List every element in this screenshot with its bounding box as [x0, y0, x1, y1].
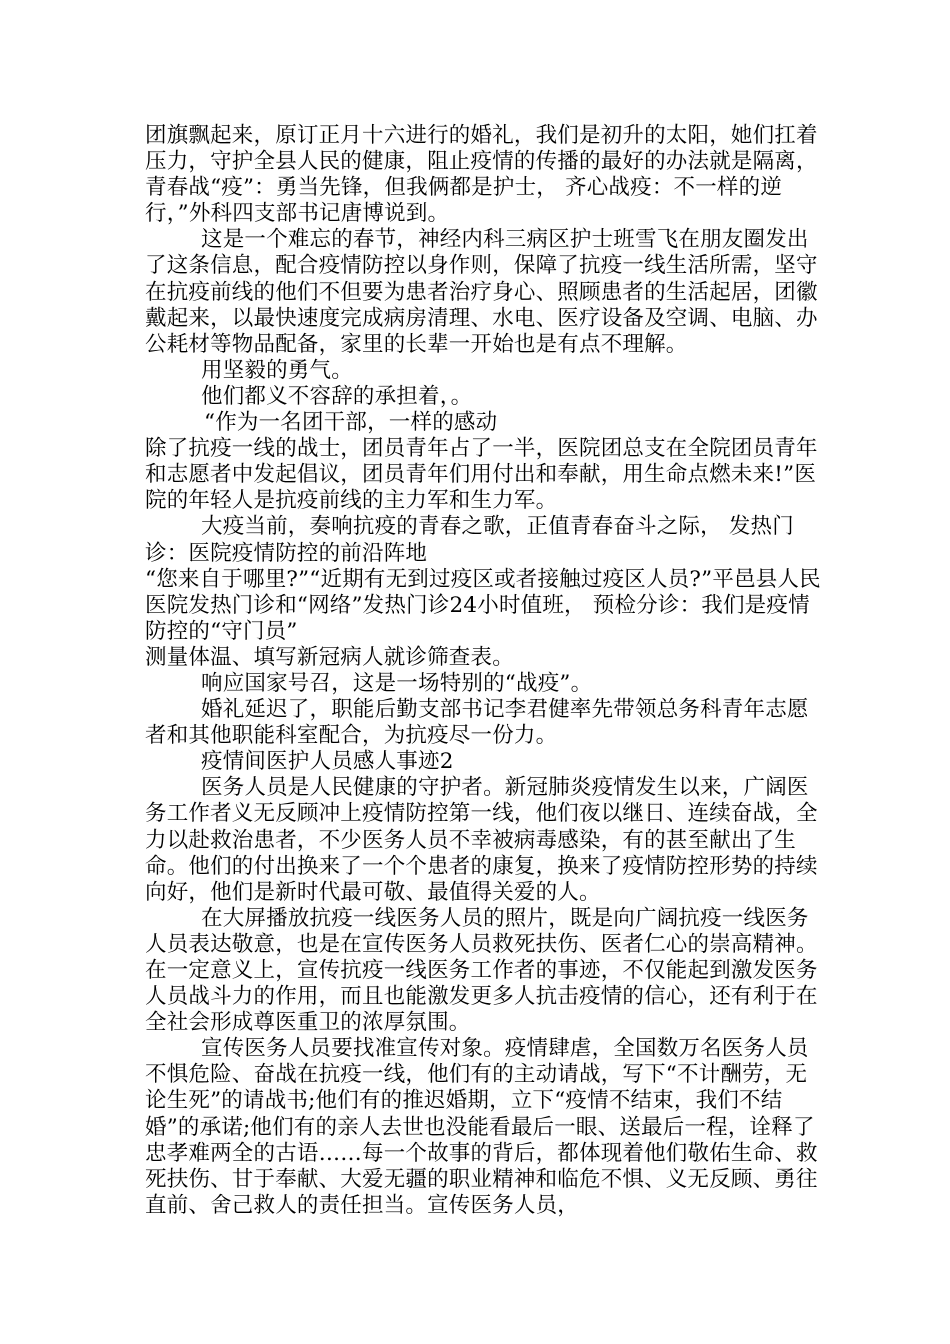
paragraph-14: 在大屏播放抗疫一线医务人员的照片，既是向广阔抗疫一线医务人员表达敬意，也是在宣传医务人员救死扶伤、医者仁心的崇高精神。在一定意义上，宣传抗疫一线医务工作者的事迹，不仅能起到激发医务人员战斗力的作用，而且也能激发更多人抗击疫情的信心，还有利于在全社会形成尊医重卫的浓厚氛围。	[145, 905, 818, 1036]
paragraph-7: 除了抗疫一线的战士，团员青年占了一半，医院团总支在全院团员青年和志愿者中发起倡议，团员青年们用付出和奉献，用生命点燃未来!”医院的年轻人是抗疫前线的主力军和生力军。	[145, 436, 818, 514]
paragraph-13: 医务人员是人民健康的守护者。新冠肺炎疫情发生以来，广阔医务工作者义无反顾冲上疫情防控第一线，他们夜以继日、连续奋战，全力以赴救治患者，不少医务人员不幸被病毒感染，有的甚至献出了生命。他们的付出换来了一个个患者的康复，换来了疫情防控形势的持续向好，他们是新时代最可敬、最值得关爱的人。	[145, 775, 818, 905]
paragraph-10: 测量体温、填写新冠病人就诊筛查表。	[145, 644, 514, 670]
paragraph-3: 这是一个难忘的春节，神经内科三病区护士班雪飞在朋友圈发出了这条信息，配合疫情防控以身作则，保障了抗疫一线生活所需，坚守在抗疫前线的他们不但要为患者治疗身心、照顾患者的生活起居，团徽戴起来，以最快速度完成病房清理、水电、医疗设备及空调、电脑、办公耗材等物品配备，家里的长辈一开始也是有点不理解。	[145, 227, 818, 357]
paragraph-2: 青春战“疫”：勇当先锋，但我俩都是护士， 齐心战疫：不一样的逆行，”外科四支部书记唐博说到。	[145, 175, 783, 227]
paragraph-4: 用坚毅的勇气。	[201, 357, 353, 383]
paragraph-15: 宣传医务人员要找准宣传对象。疫情肆虐，全国数万名医务人员不惧危险、奋战在抗疫一线，他们有的主动请战，写下“不计酬劳，无论生死”的请战书;他们有的推迟婚期，立下“疫情不结束，我们不结婚”的承诺;他们有的亲人去世也没能看最后一眼、送最后一程，诠释了忠孝难两全的古语……每一个故事的背后，都体现着他们敬佑生命、救死扶伤、甘于奉献、大爱无疆的职业精神和临危不惧、义无反顾、勇往直前、舍己救人的责任担当。宣传医务人员，	[145, 1036, 818, 1218]
paragraph-1: 团旗飘起来，原订正月十六进行的婚礼，我们是初升的太阳，她们扛着压力，守护全县人民的健康，阻止疫情的传播的最好的办法就是隔离，	[145, 123, 818, 175]
paragraph-12: 婚礼延迟了，职能后勤支部书记李君健率先带领总务科青年志愿者和其他职能科室配合，为抗疫尽一份力。	[145, 697, 809, 749]
document-body	[145, 123, 825, 1219]
section-heading: 疫情间医护人员感人事迹2	[201, 749, 454, 775]
paragraph-5: 他们都义不容辞的承担着，。	[201, 383, 473, 409]
paragraph-8: 大疫当前，奏响抗疫的青春之歌，正值青春奋斗之际， 发热门诊：医院疫情防控的前沿阵地	[145, 514, 794, 566]
paragraph-6: “作为一名团干部，一样的感动	[204, 410, 498, 436]
paragraph-9: “您来自于哪里?”“近期有无到过疫区或者接触过疫区人员?”平邑县人民医院发热门诊和“网络”发热门诊24小时值班， 预检分诊：我们是疫情防控的“守门员”	[145, 566, 821, 644]
paragraph-11: 响应国家号召，这是一场特别的“战疫”。	[201, 670, 593, 696]
